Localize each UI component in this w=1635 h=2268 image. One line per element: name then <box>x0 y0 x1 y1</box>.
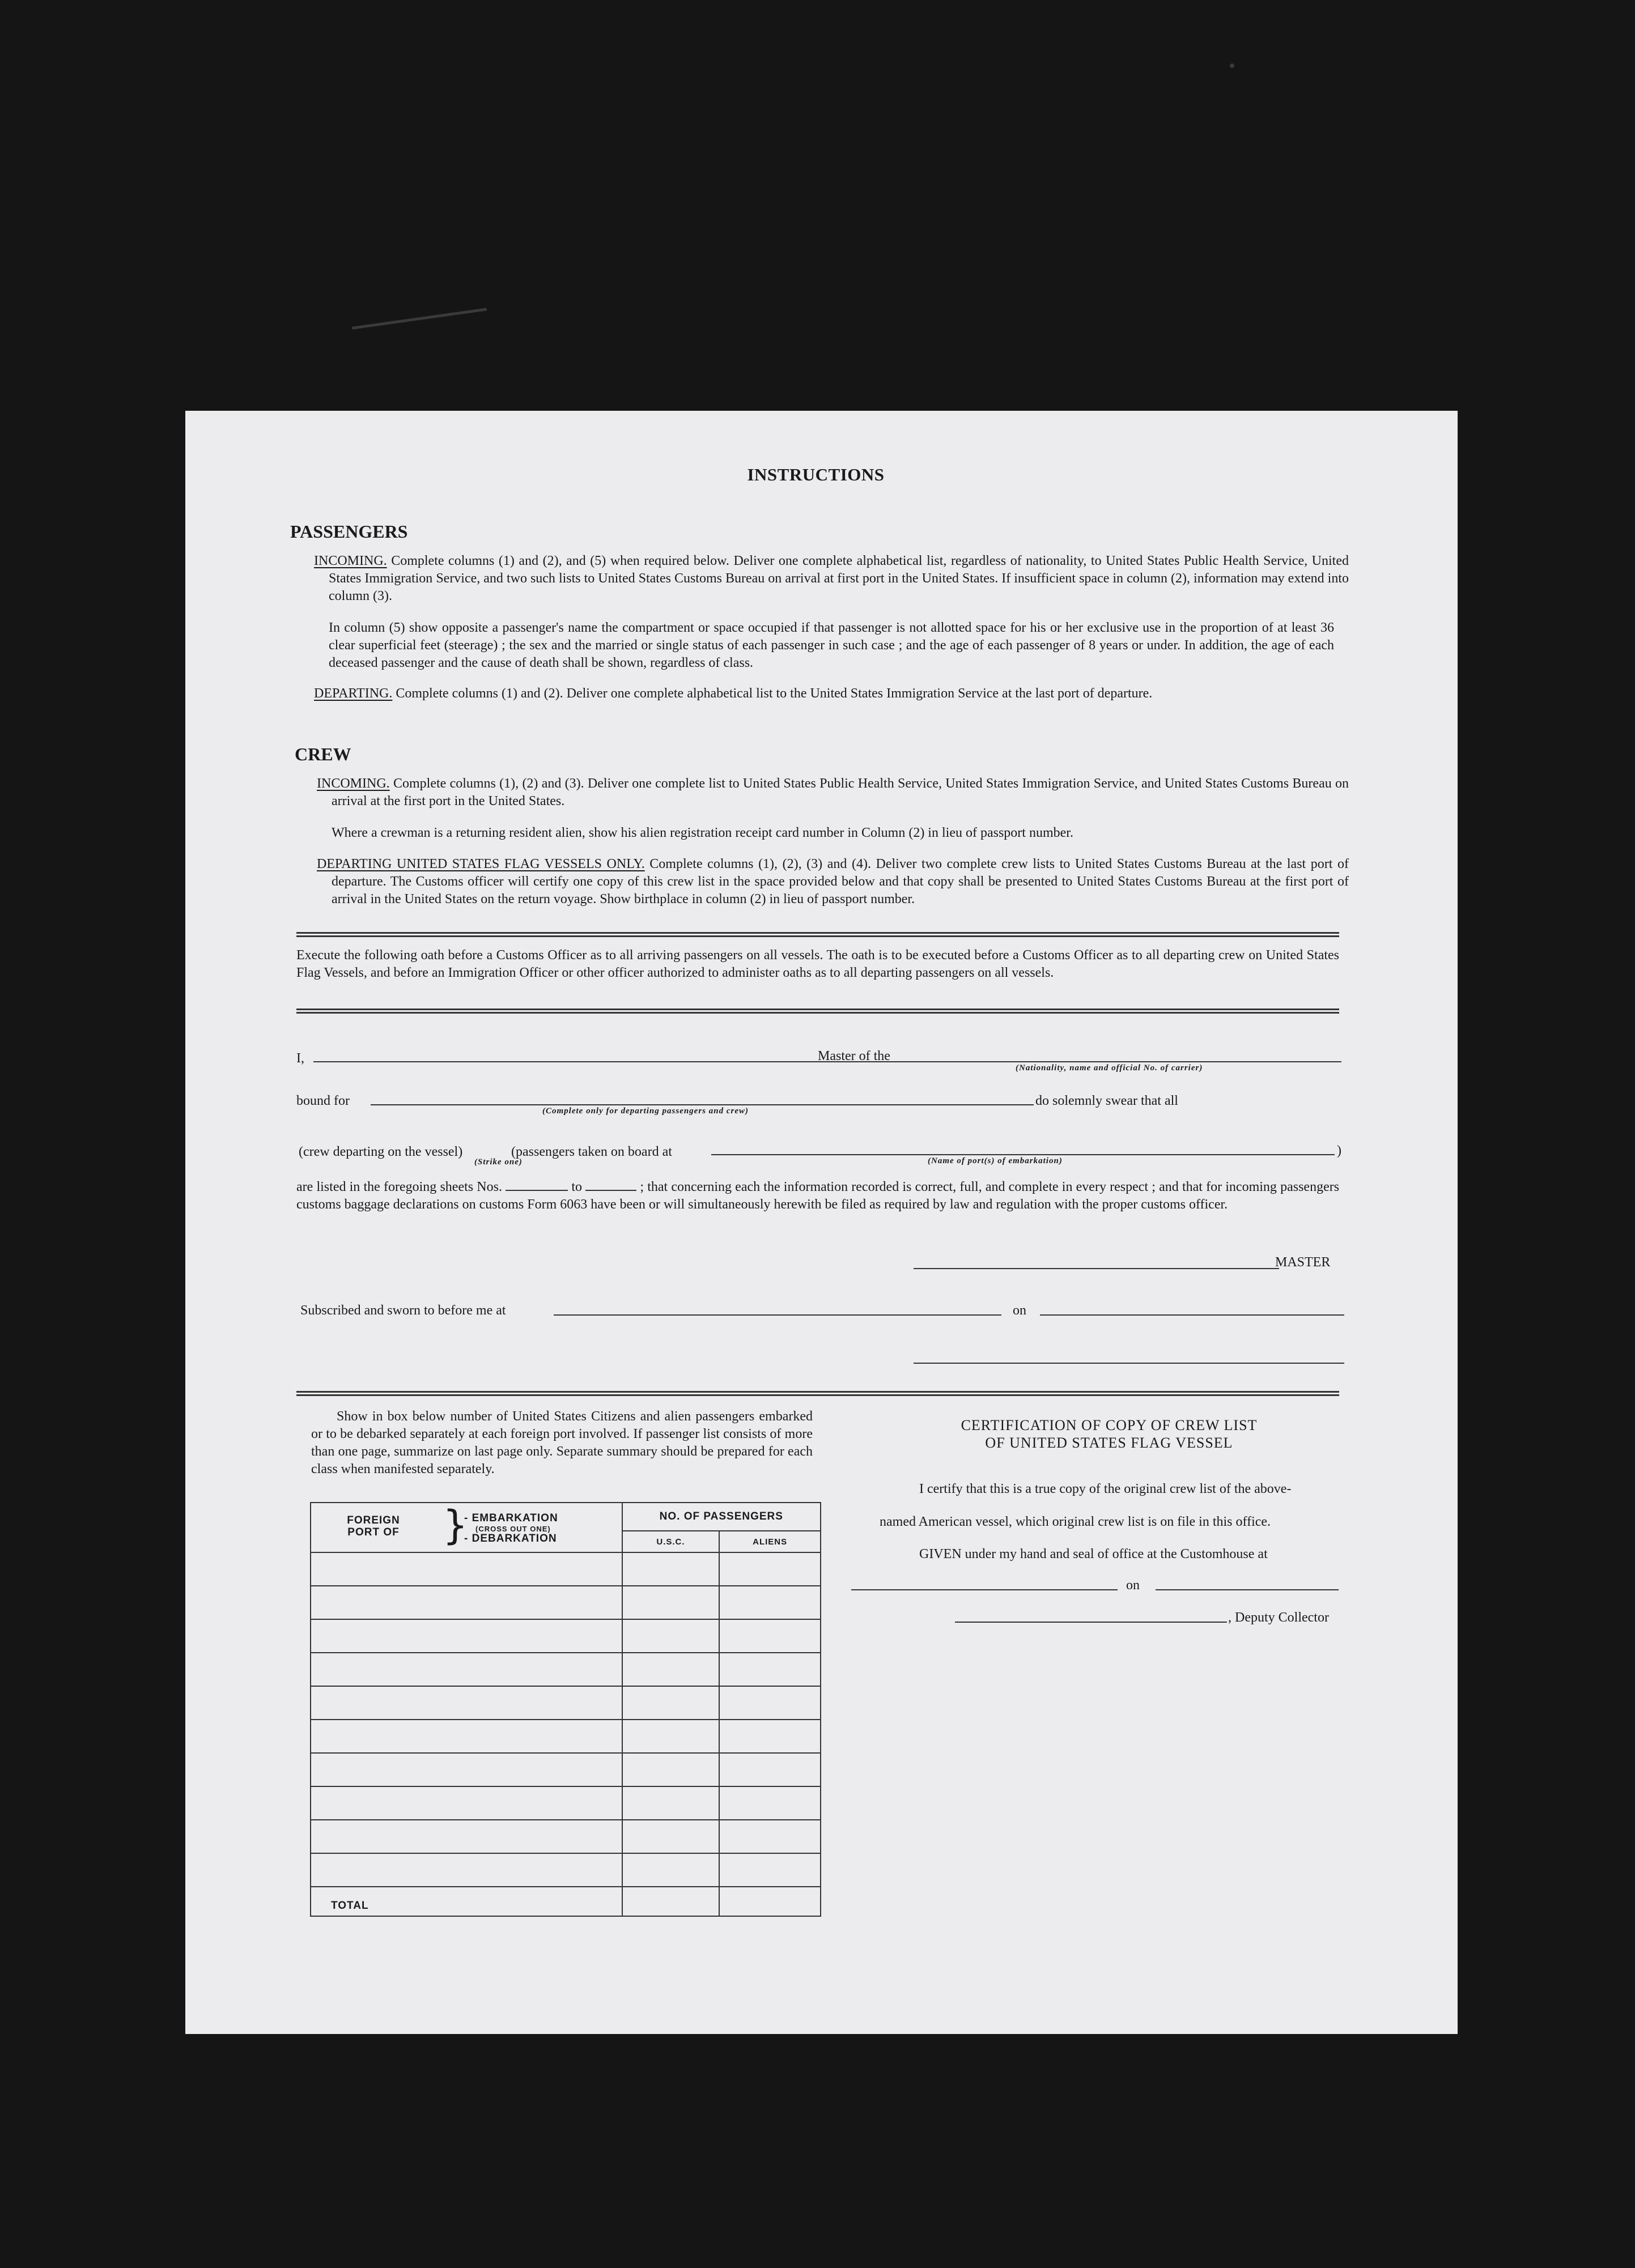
strike-one-hint: (Strike one) <box>474 1158 523 1167</box>
usc-header: U.S.C. <box>622 1531 720 1552</box>
crew-departing-text: Complete columns (1), (2), (3) and (4). Deliver two complete crew lists to United States Customs Bureau at the last port of departure. The Customs officer will certify one copy of this crew list in the space provided below and that copy shall be presented to United States Customs Bureau at the first port of arrival in the United States on the return voyage. Show birthplace in column (2) in lieu of passport number. <box>332 857 1349 907</box>
no-of-passengers-header: NO. OF PASSENGERS <box>622 1503 821 1531</box>
embarkation-option: - EMBARKATION <box>464 1512 558 1524</box>
aliens-cell[interactable] <box>719 1786 821 1820</box>
crew-departing-paragraph <box>317 856 1349 908</box>
aliens-cell[interactable] <box>719 1820 821 1853</box>
sheet-to-field[interactable] <box>585 1190 636 1191</box>
sworn-on-label: on <box>1013 1303 1026 1318</box>
port-cell[interactable] <box>311 1552 622 1586</box>
port-cell[interactable] <box>311 1820 622 1853</box>
given-line: GIVEN under my hand and seal of office at the Customhouse at <box>919 1547 1268 1561</box>
passengers-taken-option: (passengers taken on board at <box>511 1144 672 1159</box>
crew-heading: CREW <box>295 744 351 764</box>
cross-out-hint: (CROSS OUT ONE) <box>475 1525 551 1533</box>
aliens-cell[interactable] <box>719 1686 821 1720</box>
usc-cell[interactable] <box>622 1619 720 1653</box>
aliens-cell[interactable] <box>719 1653 821 1686</box>
aliens-cell[interactable] <box>719 1720 821 1753</box>
debarkation-option: - DEBARKATION <box>464 1533 557 1544</box>
summary-instruction: Show in box below number of United States Citizens and alien passengers embarked or to be debarked separately at each foreign port involved. If passenger list consists of more than one page, summarize on last page only. Separate summary should be prepared for each class when manifested separately. <box>311 1409 813 1476</box>
listed-text-part2: ; that concerning each the information recorded is correct, full, and complete in every respect ; and <box>640 1180 1179 1194</box>
usc-total-cell[interactable] <box>622 1887 720 1916</box>
oath-listed-paragraph <box>296 1178 1339 1214</box>
crew-incoming-label: INCOMING. <box>317 776 390 791</box>
oath-i-label: I, <box>296 1051 304 1066</box>
total-row-label-cell <box>311 1887 622 1916</box>
port-cell[interactable] <box>311 1619 622 1653</box>
master-label: MASTER <box>1275 1255 1331 1270</box>
passengers-incoming-text: Complete columns (1) and (2), and (5) when required below. Deliver one complete alphabetical list, regardless of nationality, to United States Public Health Service, United States Immigration Service, and two such lists to United States Customs Bureau on arrival at first port in the United States. If insufficient space in column (2), information may extend into column (3). <box>329 554 1349 603</box>
usc-cell[interactable] <box>622 1853 720 1887</box>
sworn-place-field[interactable] <box>554 1314 1001 1316</box>
foreign-port-header <box>311 1503 622 1552</box>
bound-for-hint: (Complete only for departing passengers and crew) <box>542 1107 749 1116</box>
usc-cell[interactable] <box>622 1653 720 1686</box>
customhouse-place-field[interactable] <box>851 1589 1118 1590</box>
officer-signature-field[interactable] <box>914 1363 1344 1364</box>
solemnly-swear-label: do solemnly swear that all <box>1035 1093 1178 1108</box>
usc-cell[interactable] <box>622 1586 720 1619</box>
subscribed-label: Subscribed and sworn to before me at <box>300 1303 506 1318</box>
certification-heading-line2: OF UNITED STATES FLAG VESSEL <box>985 1435 1233 1451</box>
foreign-port-label: FOREIGN PORT OF <box>347 1514 400 1538</box>
listed-text-part1: are listed in the foregoing sheets Nos. <box>296 1180 502 1194</box>
cert-date-field[interactable] <box>1156 1589 1339 1590</box>
passengers-incoming-paragraph <box>314 552 1349 605</box>
port-cell[interactable] <box>311 1786 622 1820</box>
aliens-cell[interactable] <box>719 1853 821 1887</box>
embarkation-port-field[interactable] <box>711 1154 1335 1155</box>
crew-departing-option: (crew departing on the vessel) <box>299 1144 463 1159</box>
aliens-cell[interactable] <box>719 1586 821 1619</box>
port-cell[interactable] <box>311 1586 622 1619</box>
total-label: TOTAL <box>331 1900 369 1912</box>
bound-for-label: bound for <box>296 1093 350 1108</box>
usc-cell[interactable] <box>622 1820 720 1853</box>
listed-text-line2: that for incoming passengers customs baggage declarations on customs Form 6063 have been or will simultaneously herewith be filed as required by law and regulation with the proper customs officer. <box>296 1180 1340 1212</box>
crew-returning-paragraph: Where a crewman is a returning resident alien, show his alien registration receipt card number in Column (2) in lieu of passport number. <box>332 825 1073 840</box>
passenger-summary-table <box>310 1502 821 1917</box>
crew-incoming-paragraph <box>317 775 1349 810</box>
brace-icon: } <box>443 1502 468 1548</box>
scan-smudge <box>352 308 487 329</box>
usc-cell[interactable] <box>622 1753 720 1786</box>
oath-instruction: Execute the following oath before a Customs Officer as to all arriving passengers on all vessels. The oath is to be executed before a Customs Officer as to all departing crew on United States Flag Vessels, and before an Immigration Officer or other officer authorized to administer oaths as to all departing passengers on all vessels. <box>296 948 1339 980</box>
deputy-collector-signature-field[interactable] <box>955 1622 1227 1623</box>
passengers-departing-label: DEPARTING. <box>314 686 393 701</box>
port-cell[interactable] <box>311 1653 622 1686</box>
certify-line1: I certify that this is a true copy of the original crew list of the above- <box>919 1482 1292 1496</box>
bound-for-field[interactable] <box>371 1104 1034 1105</box>
close-paren: ) <box>1337 1143 1341 1158</box>
section-divider <box>296 1009 1339 1014</box>
master-signature-field[interactable] <box>914 1268 1279 1269</box>
aliens-total-cell[interactable] <box>719 1887 821 1916</box>
passengers-departing-paragraph <box>314 685 1349 703</box>
listed-to-label: to <box>571 1180 582 1194</box>
usc-cell[interactable] <box>622 1786 720 1820</box>
passengers-departing-text: Complete columns (1) and (2). Deliver one complete alphabetical list to the United States Immigration Service at the last port of departure. <box>396 686 1153 701</box>
certification-heading <box>882 1416 1336 1452</box>
aliens-header: ALIENS <box>719 1531 821 1552</box>
usc-cell[interactable] <box>622 1686 720 1720</box>
usc-cell[interactable] <box>622 1720 720 1753</box>
port-cell[interactable] <box>311 1853 622 1887</box>
page-title: INSTRUCTIONS <box>747 465 885 484</box>
usc-cell[interactable] <box>622 1552 720 1586</box>
passengers-incoming-label: INCOMING. <box>314 554 387 568</box>
sworn-date-field[interactable] <box>1040 1314 1344 1316</box>
carrier-hint: (Nationality, name and official No. of carrier) <box>1016 1063 1203 1073</box>
port-cell[interactable] <box>311 1720 622 1753</box>
form-page <box>185 411 1458 2034</box>
carrier-field[interactable] <box>911 1061 1341 1062</box>
crew-departing-label: DEPARTING UNITED STATES FLAG VESSELS ONLY. <box>317 857 645 871</box>
passengers-column5-paragraph: In column (5) show opposite a passenger's name the compartment or space occupied if that passenger is not allotted space for his or her exclusive use in the proportion of at least 36 clear superficial feet (steerage) ; the sex and the married or single status of each passenger in such case ; and the age of each passenger of 8 years or under. In addition, the age of each deceased passenger and the cause of death shall be shown, regardless of class. <box>329 620 1334 670</box>
certify-line2: named American vessel, which original crew list is on file in this office. <box>880 1514 1271 1529</box>
master-of-the-label: Master of the <box>818 1049 890 1063</box>
port-cell[interactable] <box>311 1686 622 1720</box>
aliens-cell[interactable] <box>719 1619 821 1653</box>
cert-on-label: on <box>1126 1578 1140 1593</box>
aliens-cell[interactable] <box>719 1552 821 1586</box>
crew-incoming-text: Complete columns (1), (2) and (3). Deliver one complete list to United States Public Health Service, United States Immigration Service, and United States Customs Bureau on arrival at the first port in the United States. <box>332 776 1349 809</box>
embarkation-port-hint: (Name of port(s) of embarkation) <box>928 1156 1063 1165</box>
section-divider <box>296 1391 1339 1396</box>
sheet-from-field[interactable] <box>506 1190 568 1191</box>
port-cell[interactable] <box>311 1753 622 1786</box>
aliens-cell[interactable] <box>719 1753 821 1786</box>
section-divider <box>296 932 1339 937</box>
passengers-heading: PASSENGERS <box>290 521 408 542</box>
certification-heading-line1: CERTIFICATION OF COPY OF CREW LIST <box>961 1417 1258 1433</box>
scan-dot <box>1230 63 1234 68</box>
deputy-collector-label: , Deputy Collector <box>1228 1610 1329 1625</box>
